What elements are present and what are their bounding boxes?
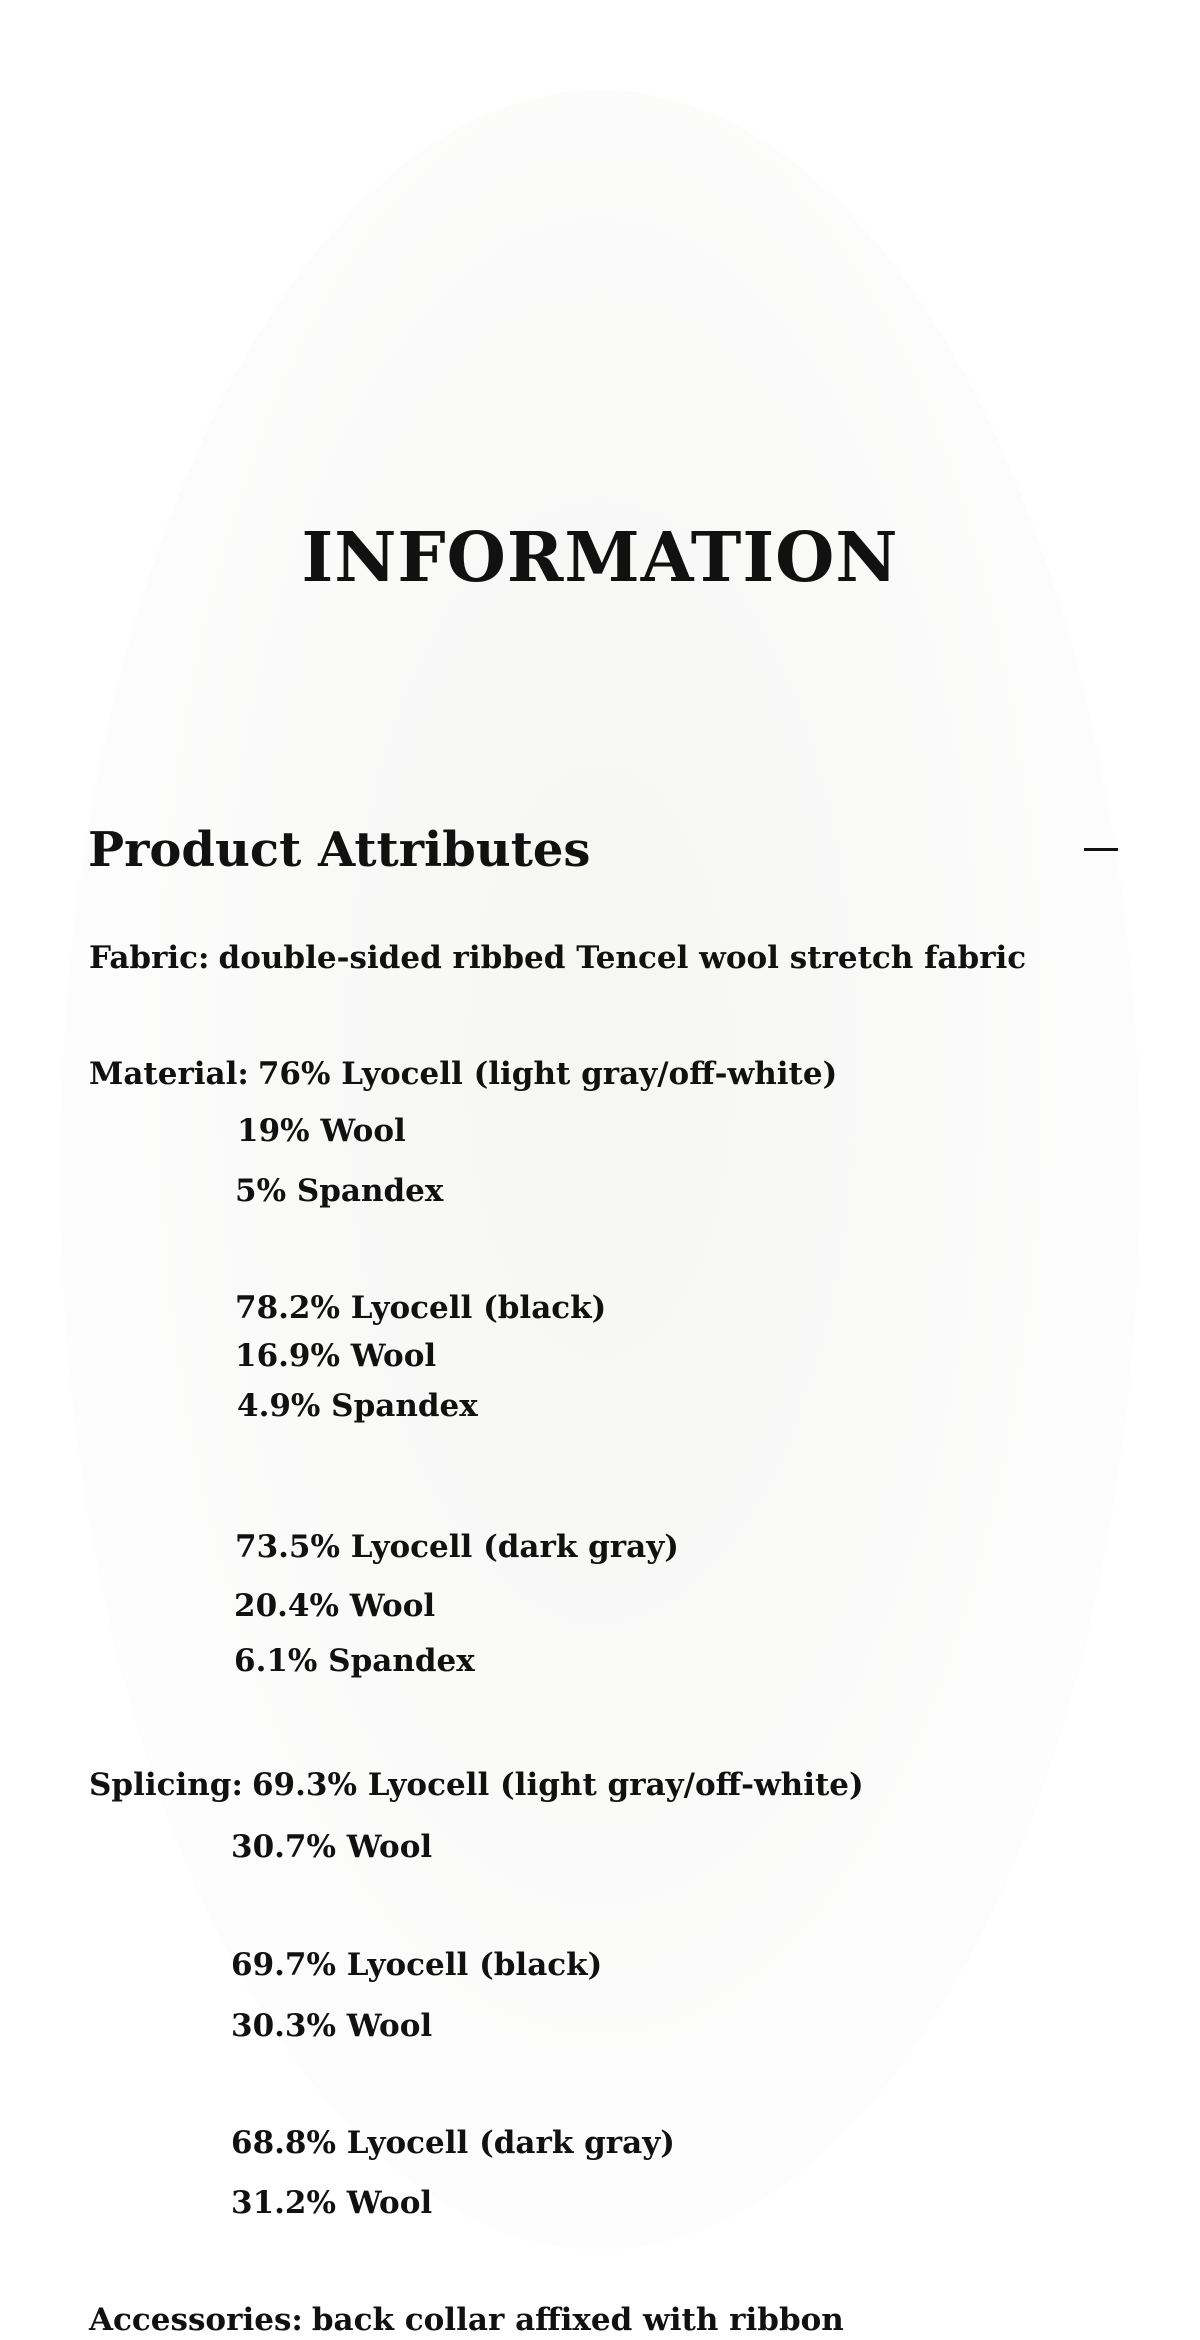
- fabric-value: double-sided ribbed Tencel wool stretch fabric: [218, 940, 1027, 976]
- material-line: 73.5% Lyocell (dark gray): [235, 1529, 679, 1565]
- splicing-line: 30.3% Wool: [231, 2008, 433, 2044]
- splicing-line: 30.7% Wool: [231, 1829, 433, 1865]
- material-line: 16.9% Wool: [235, 1338, 437, 1374]
- material-line: 20.4% Wool: [234, 1588, 436, 1624]
- material-line: 5% Spandex: [235, 1173, 444, 1209]
- splicing-line: 68.8% Lyocell (dark gray): [231, 2125, 675, 2161]
- section-title: Product Attributes: [88, 822, 591, 878]
- minus-icon: [1084, 848, 1118, 851]
- splicing-value: 69.3% Lyocell (light gray/off-white): [251, 1767, 864, 1803]
- material-line: [89, 1054, 837, 1094]
- accessories-value: back collar affixed with ribbon: [311, 2302, 844, 2338]
- accessories-label: Accessories:: [89, 2302, 303, 2338]
- material-label: Material:: [89, 1056, 249, 1092]
- splicing-line: 31.2% Wool: [231, 2185, 433, 2221]
- background-glow: [60, 90, 1140, 2250]
- material-value: 76% Lyocell (light gray/off-white): [257, 1056, 838, 1092]
- material-line: 78.2% Lyocell (black): [235, 1290, 607, 1326]
- fabric-line: [89, 938, 1026, 978]
- material-line: 6.1% Spandex: [234, 1643, 475, 1679]
- splicing-label: Splicing:: [89, 1767, 243, 1803]
- material-line: 19% Wool: [237, 1113, 406, 1149]
- collapse-section-button[interactable]: [1082, 838, 1122, 862]
- accessories-line: [89, 2300, 844, 2340]
- splicing-line: [89, 1765, 864, 1805]
- material-line: 4.9% Spandex: [237, 1388, 478, 1424]
- fabric-label: Fabric:: [89, 940, 210, 976]
- page-title: INFORMATION: [301, 518, 899, 598]
- splicing-line: 69.7% Lyocell (black): [231, 1947, 603, 1983]
